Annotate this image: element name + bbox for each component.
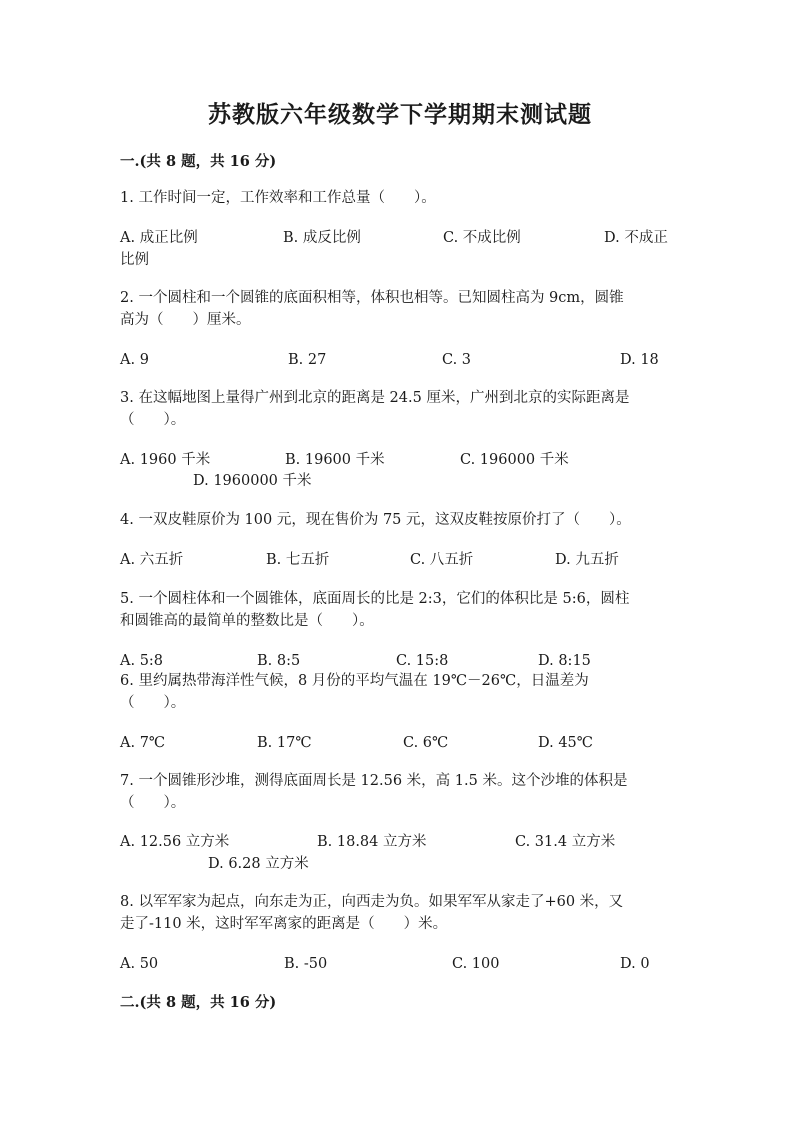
option-c: C. 31.4 立方米 — [515, 834, 616, 850]
option-a: A. 7℃ — [120, 735, 166, 751]
question-text-line: 8. 以军军家为起点，向东走为正，向西走为负。如果军军从家走了+60 米，又 — [120, 894, 624, 910]
question-3 — [120, 387, 680, 431]
option-b: B. 27 — [288, 352, 327, 368]
option-b: B. 8:5 — [257, 653, 301, 669]
section-heading-1: 一.(共 8 题，共 16 分) — [120, 153, 277, 170]
option-c: C. 100 — [452, 956, 500, 972]
option-d: D. 6.28 立方米 — [208, 856, 309, 872]
question-text-line: （ ）。 — [120, 412, 186, 428]
option-a: A. 成正比例 — [120, 230, 198, 246]
question-text-line: 高为（ ）厘米。 — [120, 312, 251, 328]
question-4 — [120, 509, 680, 531]
option-c: C. 15:8 — [396, 653, 449, 669]
page-title: 苏教版六年级数学下学期期末测试题 — [208, 101, 592, 128]
option-d: D. 1960000 千米 — [193, 473, 312, 489]
option-a: A. 50 — [120, 956, 159, 972]
option-a: A. 5:8 — [120, 653, 164, 669]
option-c: C. 八五折 — [410, 552, 474, 568]
question-text-line: 走了-110 米，这时军军离家的距离是（ ）米。 — [120, 916, 448, 932]
question-text-line: 5. 一个圆柱体和一个圆锥体，底面周长的比是 2:3，它们的体积比是 5:6，圆柱 — [120, 591, 630, 607]
question-text-line: 2. 一个圆柱和一个圆锥的底面积相等，体积也相等。已知圆柱高为 9cm，圆锥 — [120, 290, 624, 306]
question-7 — [120, 770, 680, 814]
question-text-line: 7. 一个圆锥形沙堆，测得底面周长是 12.56 米，高 1.5 米。这个沙堆的体积是 — [120, 773, 628, 789]
option-c: C. 不成比例 — [443, 230, 521, 246]
question-1 — [120, 187, 680, 209]
option-d: D. 18 — [620, 352, 659, 368]
option-b: B. 19600 千米 — [285, 452, 385, 468]
option-d-continued: 比例 — [120, 252, 149, 268]
option-c: C. 3 — [442, 352, 472, 368]
question-2 — [120, 287, 680, 331]
question-5 — [120, 588, 680, 632]
question-text-line: 和圆锥高的最简单的整数比是（ ）。 — [120, 613, 374, 629]
option-a: A. 12.56 立方米 — [120, 834, 230, 850]
option-d: D. 0 — [620, 956, 650, 972]
option-a: A. 1960 千米 — [120, 452, 211, 468]
question-text-line: 6. 里约属热带海洋性气候，8 月份的平均气温在 19℃－26℃，日温差为 — [120, 673, 589, 689]
option-d: D. 不成正 — [604, 230, 668, 246]
option-a: A. 9 — [120, 352, 149, 368]
question-text-line: （ ）。 — [120, 695, 186, 711]
question-8 — [120, 891, 680, 935]
option-b: B. 成反比例 — [283, 230, 361, 246]
option-c: C. 196000 千米 — [460, 452, 569, 468]
question-text-line: （ ）。 — [120, 795, 186, 811]
option-c: C. 6℃ — [403, 735, 449, 751]
option-a: A. 六五折 — [120, 552, 184, 568]
option-b: B. 18.84 立方米 — [317, 834, 427, 850]
question-text-line: 3. 在这幅地图上量得广州到北京的距离是 24.5 厘米，广州到北京的实际距离是 — [120, 390, 630, 406]
question-text-line: 1. 工作时间一定，工作效率和工作总量（ ）。 — [120, 190, 436, 206]
question-text-line: 4. 一双皮鞋原价为 100 元，现在售价为 75 元，这双皮鞋按原价打了（ ）。 — [120, 512, 631, 528]
option-b: B. 七五折 — [266, 552, 330, 568]
question-6 — [120, 670, 680, 714]
option-b: B. 17℃ — [257, 735, 312, 751]
section-heading-2: 二.(共 8 题，共 16 分) — [120, 994, 277, 1011]
option-d: D. 45℃ — [538, 735, 593, 751]
option-d: D. 8:15 — [538, 653, 591, 669]
option-d: D. 九五折 — [555, 552, 619, 568]
option-b: B. -50 — [284, 956, 328, 972]
